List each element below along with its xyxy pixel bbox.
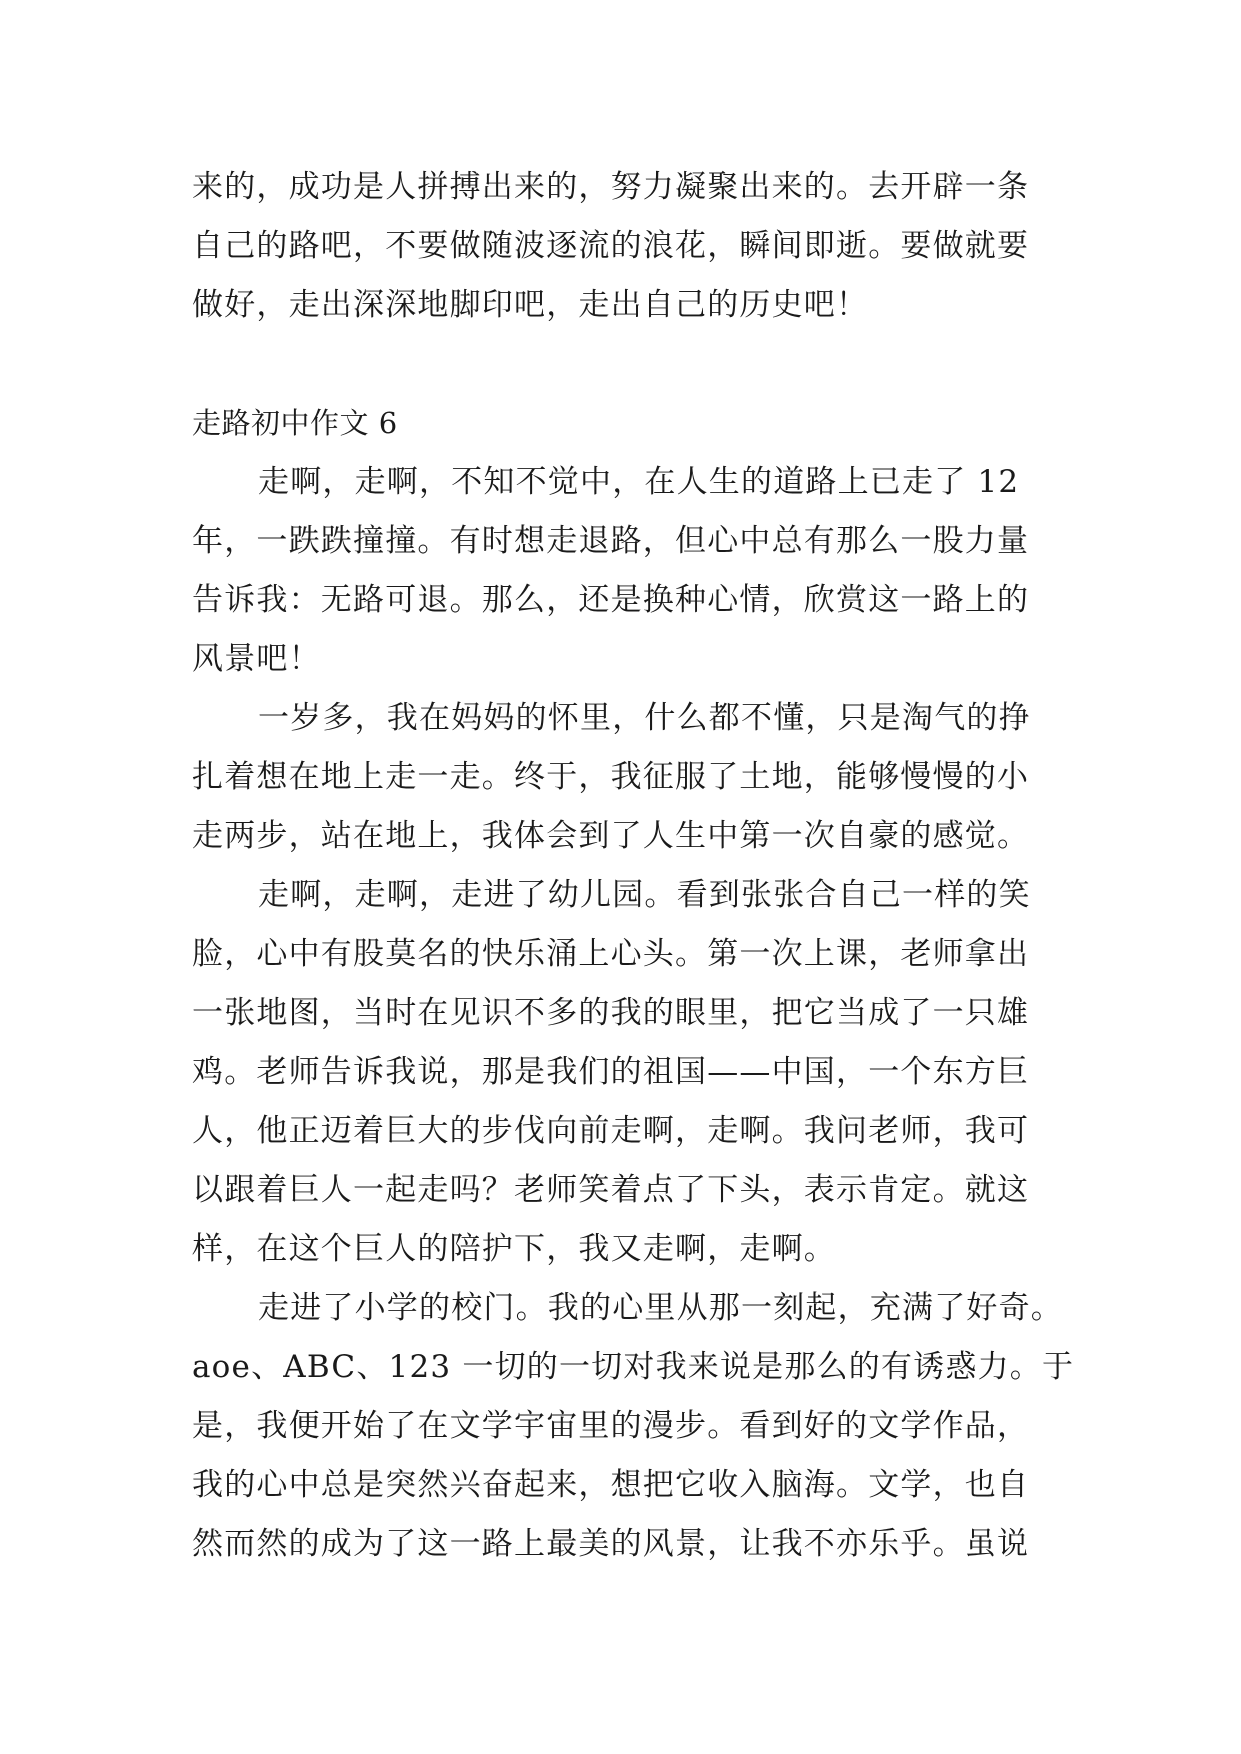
continued-paragraph: [192, 158, 1072, 335]
text-line: 告诉我：无路可退。那么，还是换种心情，欣赏这一路上的: [192, 582, 1030, 618]
text-line: 是，我便开始了在文学宇宙里的漫步。看到好的文学作品，: [192, 1408, 1030, 1444]
text-line: 一岁多，我在妈妈的怀里，什么都不懂，只是淘气的挣: [258, 700, 1031, 736]
text-line: 鸡。老师告诉我说，那是我们的祖国——中国，一个东方巨: [192, 1054, 1030, 1090]
text-line: 做好，走出深深地脚印吧，走出自己的历史吧！: [192, 287, 869, 323]
paragraph: [192, 453, 1072, 689]
text-line: 一张地图，当时在见识不多的我的眼里，把它当成了一只雄: [192, 995, 1030, 1031]
text-line: 然而然的成为了这一路上最美的风景，让我不亦乐乎。虽说: [192, 1526, 1030, 1562]
section-heading-block: [192, 394, 1072, 453]
text-line: 自己的路吧，不要做随波逐流的浪花，瞬间即逝。要做就要: [192, 228, 1030, 264]
section-heading: 走路初中作文 6: [192, 406, 398, 440]
text-line: 走两步，站在地上，我体会到了人生中第一次自豪的感觉。: [192, 818, 1030, 854]
text-line: 来的，成功是人拼搏出来的，努力凝聚出来的。去开辟一条: [192, 169, 1030, 205]
text-line: 走啊，走啊，不知不觉中，在人生的道路上已走了 12: [258, 464, 1020, 500]
text-line: 风景吧！: [192, 641, 321, 677]
paragraph: [192, 866, 1072, 1279]
text-line: 走啊，走啊，走进了幼儿园。看到张张合自己一样的笑: [258, 877, 1031, 913]
text-line: aoe、ABC、123 一切的一切对我来说是那么的有诱惑力。于: [192, 1349, 1075, 1385]
text-line: 以跟着巨人一起走吗？老师笑着点了下头，表示肯定。就这: [192, 1172, 1030, 1208]
paragraph: [192, 1279, 1075, 1574]
text-line: 样，在这个巨人的陪护下，我又走啊，走啊。: [192, 1231, 836, 1267]
text-line: 脸，心中有股莫名的快乐涌上心头。第一次上课，老师拿出: [192, 936, 1030, 972]
paragraph: [192, 689, 1072, 866]
text-line: 扎着想在地上走一走。终于，我征服了土地，能够慢慢的小: [192, 759, 1030, 795]
text-line: 我的心中总是突然兴奋起来，想把它收入脑海。文学，也自: [192, 1467, 1030, 1503]
text-line: 年，一跌跌撞撞。有时想走退路，但心中总有那么一股力量: [192, 523, 1030, 559]
text-line: 走进了小学的校门。我的心里从那一刻起，充满了好奇。: [258, 1290, 1063, 1326]
text-line: 人，他正迈着巨大的步伐向前走啊，走啊。我问老师，我可: [192, 1113, 1030, 1149]
